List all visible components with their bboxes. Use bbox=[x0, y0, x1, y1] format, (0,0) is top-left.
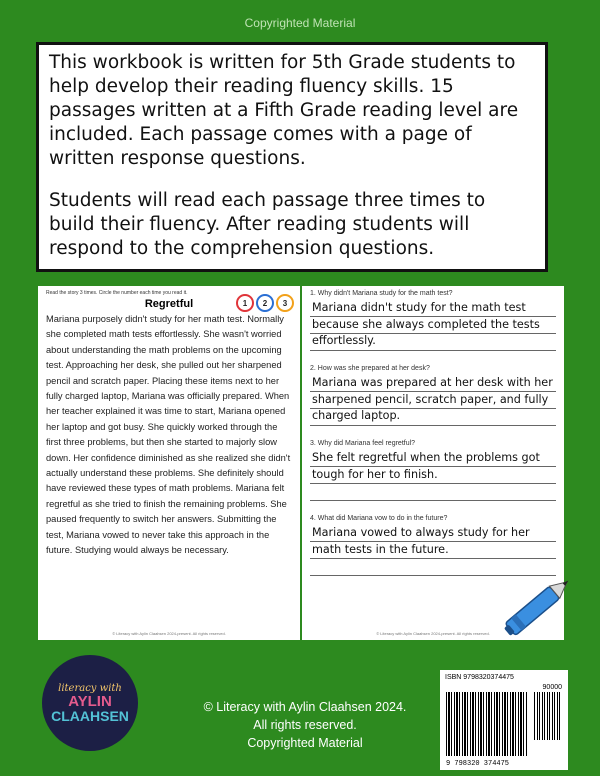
read-count-circles bbox=[236, 294, 294, 312]
read-circle-1: 1 bbox=[236, 294, 254, 312]
answer-text: Mariana was prepared at her desk with her sharpened pencil, scratch paper, and fully charged laptop. bbox=[312, 376, 553, 422]
price-code: 90000 bbox=[542, 684, 562, 691]
question-block bbox=[310, 290, 556, 351]
watermark-top: Copyrighted Material bbox=[244, 16, 356, 30]
question-block bbox=[310, 440, 556, 501]
question-block bbox=[310, 365, 556, 426]
reading-instruction: Read the story 3 times. Circle the number each time you read it. bbox=[46, 290, 188, 296]
answer-text: Mariana didn't study for the math test because she always completed the tests effortlessly. bbox=[312, 301, 540, 347]
read-circle-2: 2 bbox=[256, 294, 274, 312]
copyright-line-1: © Literacy with Aylin Claahsen 2024. bbox=[203, 700, 407, 714]
story-text: Mariana purposely didn't study for her math test. Normally she completed math tests effortlessly. She wasn't worried about understanding the math problems on the upcoming test. Approaching her desk, she pulled out her sharpened pencil and scratch paper. Placing these items next to her fully charged laptop, Mariana was officially prepared. When her teacher explained it was time to start, Mariana opened her laptop and got busy. She quickly worked through the first three problems, but then she started to majorly slow down. Her confidence diminished as she realized she didn't actually understand these problems. She definitely should have reviewed these types of math problems. Mariana felt regretful as she tried to finish the remaining problems. She paused frequently to switch her answers. Submitting the test, Mariana vowed to never take this approach in the future. Studying would always be necessary. bbox=[46, 314, 291, 556]
answer-text: She felt regretful when the problems got tough for her to finish. bbox=[312, 451, 540, 481]
question-text: 2. How was she prepared at her desk? bbox=[310, 365, 430, 372]
price-barcode-bars bbox=[534, 692, 560, 740]
intro-paragraph-1: This workbook is written for 5th Grade students to help develop their reading fluency skills. 15 passages written at a Fifth Grade reading level are included. Each passage comes with a page of written response questions. bbox=[49, 52, 519, 169]
isbn-barcode bbox=[440, 670, 568, 770]
brand-logo bbox=[42, 655, 138, 751]
question-text: 4. What did Mariana vow to do in the future? bbox=[310, 515, 448, 522]
intro-paragraph-2: Students will read each passage three times to build their fluency. After reading students will respond to the comprehension questions. bbox=[49, 190, 486, 259]
isbn-text: ISBN 9798320374475 bbox=[445, 674, 514, 681]
story-title: Regretful bbox=[144, 298, 194, 310]
copyright-block bbox=[180, 698, 430, 752]
answer-text: Mariana vowed to always study for her math tests in the future. bbox=[312, 526, 530, 556]
logo-line-3: CLAAHSEN bbox=[51, 707, 129, 724]
question-text: 1. Why didn't Mariana study for the math test? bbox=[310, 290, 453, 297]
logo-line-1: literacy with bbox=[58, 682, 122, 694]
story-page bbox=[38, 286, 300, 640]
page-footer: © Literacy with Aylin Claahsen 2024-present. All rights reserved. bbox=[376, 631, 490, 636]
copyright-line-2: All rights reserved. bbox=[253, 718, 357, 732]
logo-line-2: AYLIN bbox=[68, 692, 112, 710]
intro-box bbox=[36, 42, 548, 272]
copyright-line-3: Copyrighted Material bbox=[247, 736, 363, 750]
question-text: 3. Why did Mariana feel regretful? bbox=[310, 440, 416, 447]
barcode-bars bbox=[446, 692, 528, 756]
barcode-number: 9 798320 374475 bbox=[446, 760, 510, 768]
read-circle-3: 3 bbox=[276, 294, 294, 312]
page-footer: © Literacy with Aylin Claahsen 2024-present. All rights reserved. bbox=[112, 631, 226, 636]
pen-icon bbox=[492, 562, 582, 652]
